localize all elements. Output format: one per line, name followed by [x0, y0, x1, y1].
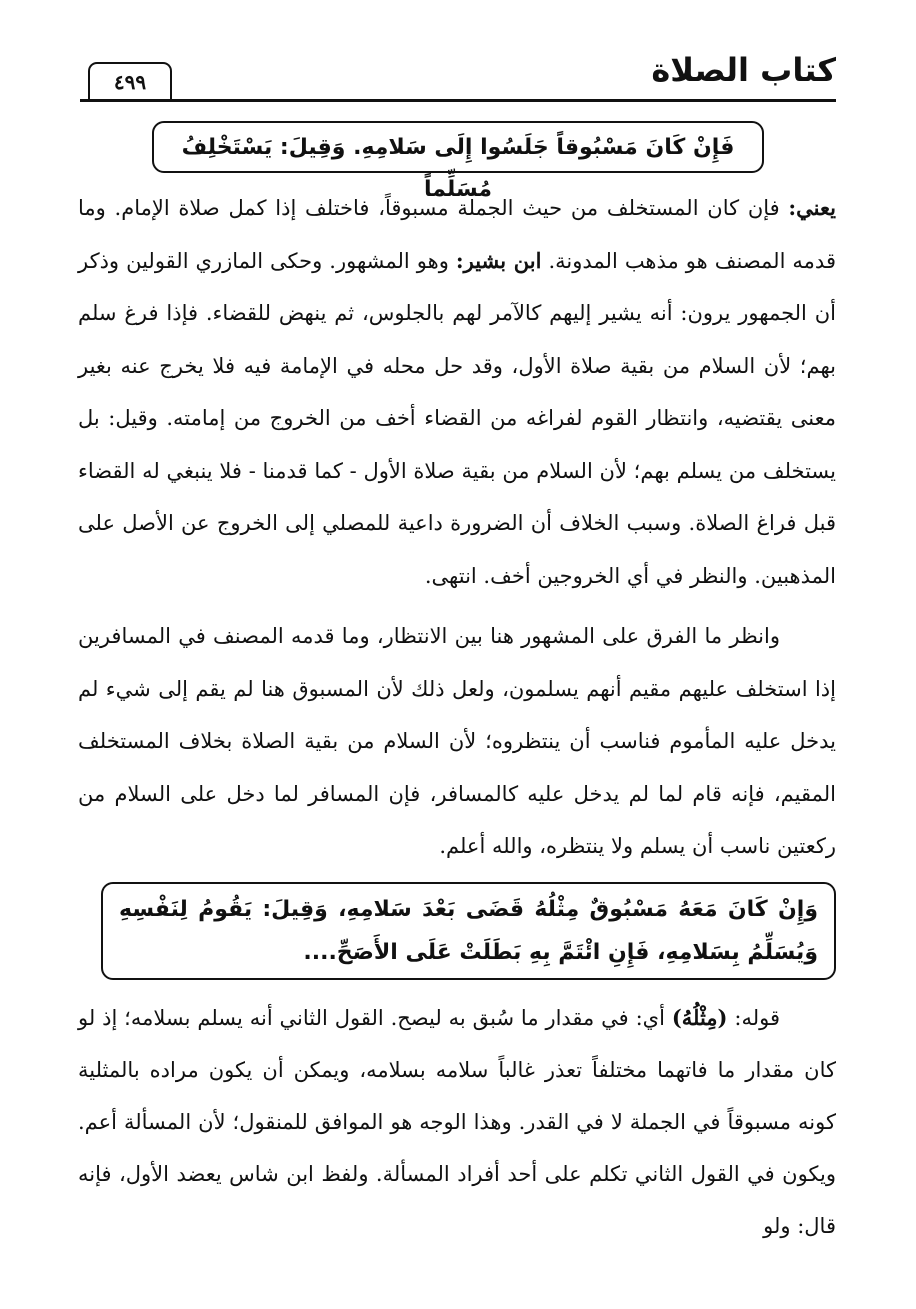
header-rule	[80, 99, 836, 102]
paragraph-lead: يعني:	[788, 195, 836, 220]
matn-box-1: فَإِنْ كَانَ مَسْبُوقاً جَلَسُوا إِلَى سَلامِهِ. وَقِيلَ: يَسْتَخْلِفُ مُسَلِّماً	[152, 121, 764, 173]
matn-box-2: وَإِنْ كَانَ مَعَهُ مَسْبُوقٌ مِثْلُهُ قَضَى بَعْدَ سَلامِهِ، وَقِيلَ: يَقُومُ لِنَفْسِهِ وَيُسَلِّمُ بِسَلامِهِ، فَإِنِ ائْتَمَّ بِهِ بَطَلَتْ عَلَى الأَصَحِّ....	[101, 882, 836, 980]
commentary-paragraph-1	[78, 182, 836, 602]
commentary-paragraph-2: وانظر ما الفرق على المشهور هنا بين الانتظار، وما قدمه المصنف في المسافرين إذا استخلف عليهم مقيم أنهم يسلمون، ولعل ذلك لأن المسبوق هنا لم يقم إلى شيء لم يدخل عليه المأموم فناسب أن ينتظروه؛ لأن السلام من بقية الصلاة بخلاف المستخلف المقيم، فإنه قام لما لم يدخل عليه كالمسافر، فإن المسافر لما دخل على السلام من ركعتين ناسب أن يسلم ولا ينتظره، والله أعلم.	[78, 624, 836, 858]
book-title: كتاب الصلاة	[651, 51, 836, 89]
paragraph-text: فإن كان المستخلف من حيث الجملة مسبوقاً، فاختلف إذا كمل صلاة الإمام. وما قدمه المصنف هو مذهب المدونة.	[78, 196, 836, 273]
page-number: ٤٩٩	[88, 62, 172, 100]
scholar-reference: ابن بشير:	[455, 247, 542, 273]
commentary-paragraph-3	[78, 992, 836, 1252]
page-header	[80, 48, 836, 104]
paragraph-text: وهو المشهور. وحكى المازري القولين وذكر أن الجمهور يرون: أنه يشير إليهم كالآمر لهم بالجلوس، ثم ينهض للقضاء. فإذا فرغ سلم بهم؛ لأن السلام من بقية صلاة الأول، وقد حل محله في الإمامة فيه فلا يخرج عنه بغير معنى يقتضيه، وانتظار القوم لفراغه من القضاء أخف من الخروج من إمامته. وقيل: بل يستخلف من يسلم بهم؛ لأن السلام من بقية صلاة الأول - كما قدمنا - فلا ينبغي له القضاء قبل فراغ الصلاة. وسبب الخلاف أن الضرورة داعية للمصلي إلى الخروج عن الأصل على المذهبين. والنظر في أي الخروجين أخف. انتهى.	[78, 248, 836, 588]
paragraph-text: أي: في مقدار ما سُبق به ليصح. القول الثاني أنه يسلم بسلامه؛ إذ لو كان مقدار ما فاتهما مختلفاً تعذر غالباً سلامه بسلامه، ويمكن أن يكون مراده بالمثلية كونه مسبوقاً في الجملة لا في القدر. وهذا الوجه هو الموافق للمنقول؛ لأن المسألة أعم. ويكون في القول الثاني تكلم على أحد أفراد المسألة. ولفظ ابن شاس يعضد الأول، فإنه قال: ولو	[78, 1006, 836, 1238]
paragraph-text: قوله:	[727, 1006, 780, 1030]
quoted-term: (مِثْلُهُ)	[671, 1005, 728, 1030]
